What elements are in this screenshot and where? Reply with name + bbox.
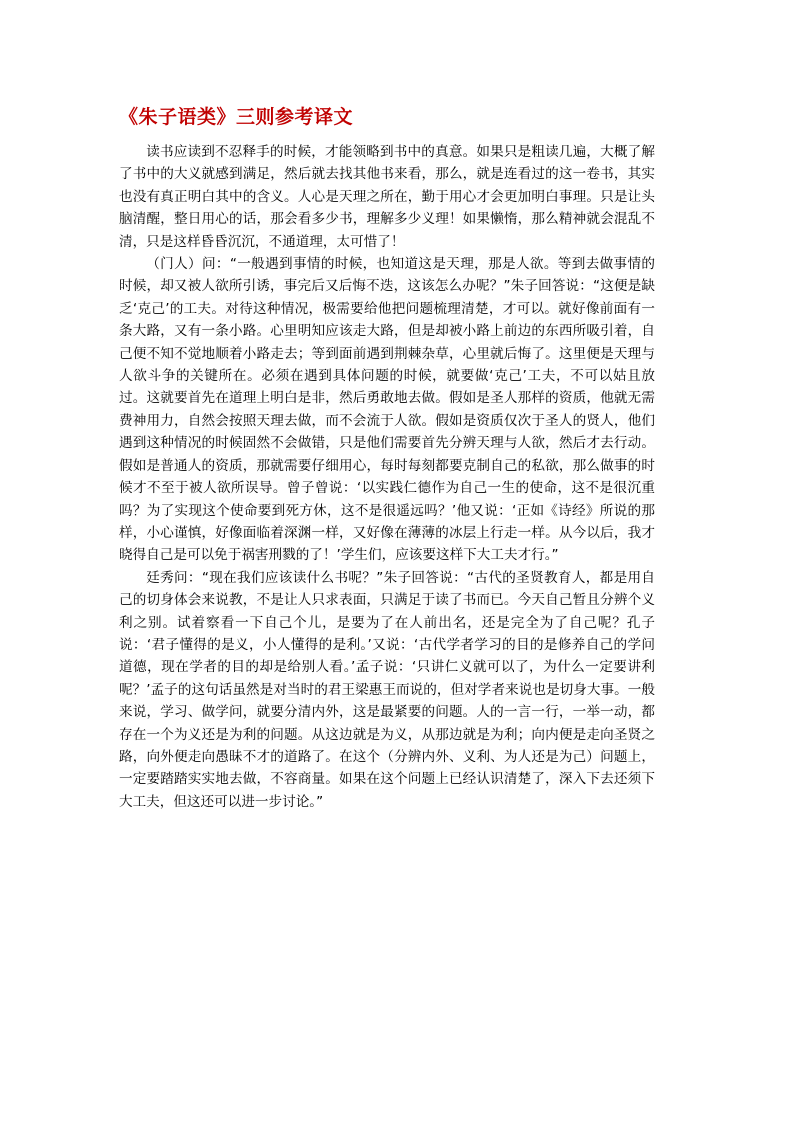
paragraph-yili: 廷秀问：“现在我们应该读什么书呢？”朱子回答说：“古代的圣贤教育人，都是用自己的切身体会来说教，不是让人只求表面，只满足于读了书而已。今天自己暂且分辨个义利之别。试着察看一下自己个儿，是要为了在人前出名，还是完全为了自己呢？孔子说：‘君子懂得的是义，小人懂得的是利。’又说：‘古代学者学习的目的是修养自己的学问道德，现在学者的目的却是给别人看。’孟子说：‘只讲仁义就可以了，为什么一定要讲利呢？’孟子的这句话虽然是对当时的君王梁惠王而说的，但对学者来说也是切身大事。一般来说，学习、做学问，就要分清内外，这是最紧要的问题。人的一言一行，一举一动，都存在一个为义还是为利的问题。从这边就是为义，从那边就是为利；向内便是走向圣贤之路，向外便走向愚昧不才的道路了。在这个（分辨内外、义利、为人还是为己）问题上，一定要踏踏实实地去做，不容商量。如果在这个问题上已经认识清楚了，深入下去还须下大工夫，但这还可以进一步讨论。” (119, 569, 655, 810)
document-title: 《朱子语类》三则参考译文 (119, 106, 354, 128)
paragraph-reading: 读书应读到不忍释手的时候，才能领略到书中的真意。如果只是粗读几遍，大概了解了书中的大义就感到满足，然后就去找其他书来看，那么，就是连看过的这一卷书，其实也没有真正明白其中的含义。人心是天理之所在，勤于用心才会更加明白事理。只是让头脑清醒，整日用心的话，那会看多少书，理解多少义理！如果懒惰，那么精神就会混乱不清，只是这样昏昏沉沉，不通道理，太可惜了！ (119, 144, 655, 250)
document-body (119, 103, 655, 813)
paragraph-keji: （门人）问：“一般遇到事情的时候，也知道这是天理，那是人欲。等到去做事情的时候，却又被人欲所引诱，事完后又后悔不迭，这该怎么办呢？”朱子回答说：“这便是缺乏‘克己’的工夫。对待这种情况，极需要给他把问题梳理清楚，才可以。就好像前面有一条大路，又有一条小路。心里明知应该走大路，但是却被小路上前边的东西所吸引着，自己便不知不觉地顺着小路走去；等到面前遇到荆棘杂草，心里就后悔了。这里便是天理与人欲斗争的关键所在。必须在遇到具体问题的时候，就要做‘克己’工夫，不可以姑且放过。这就要首先在道理上明白是非，然后勇敢地去做。假如是圣人那样的资质，他就无需费神用力，自然会按照天理去做，而不会流于人欲。假如是资质仅次于圣人的贤人，他们遇到这种情况的时候固然不会做错，只是他们需要首先分辨天理与人欲，然后才去行动。假如是普通人的资质，那就需要仔细用心，每时每刻都要克制自己的私欲，那么做事的时候才不至于被人欲所误导。曾子曾说：‘以实践仁德作为自己一生的使命，这不是很沉重吗？为了实现这个使命要到死方休，这不是很遥远吗？’他又说：‘正如《诗经》所说的那样，小心谨慎，好像面临着深渊一样，又好像在薄薄的冰层上行走一样。从今以后，我才晓得自己是可以免于祸害刑戮的了！’学生们，应该要这样下大工夫才行。” (119, 256, 655, 564)
